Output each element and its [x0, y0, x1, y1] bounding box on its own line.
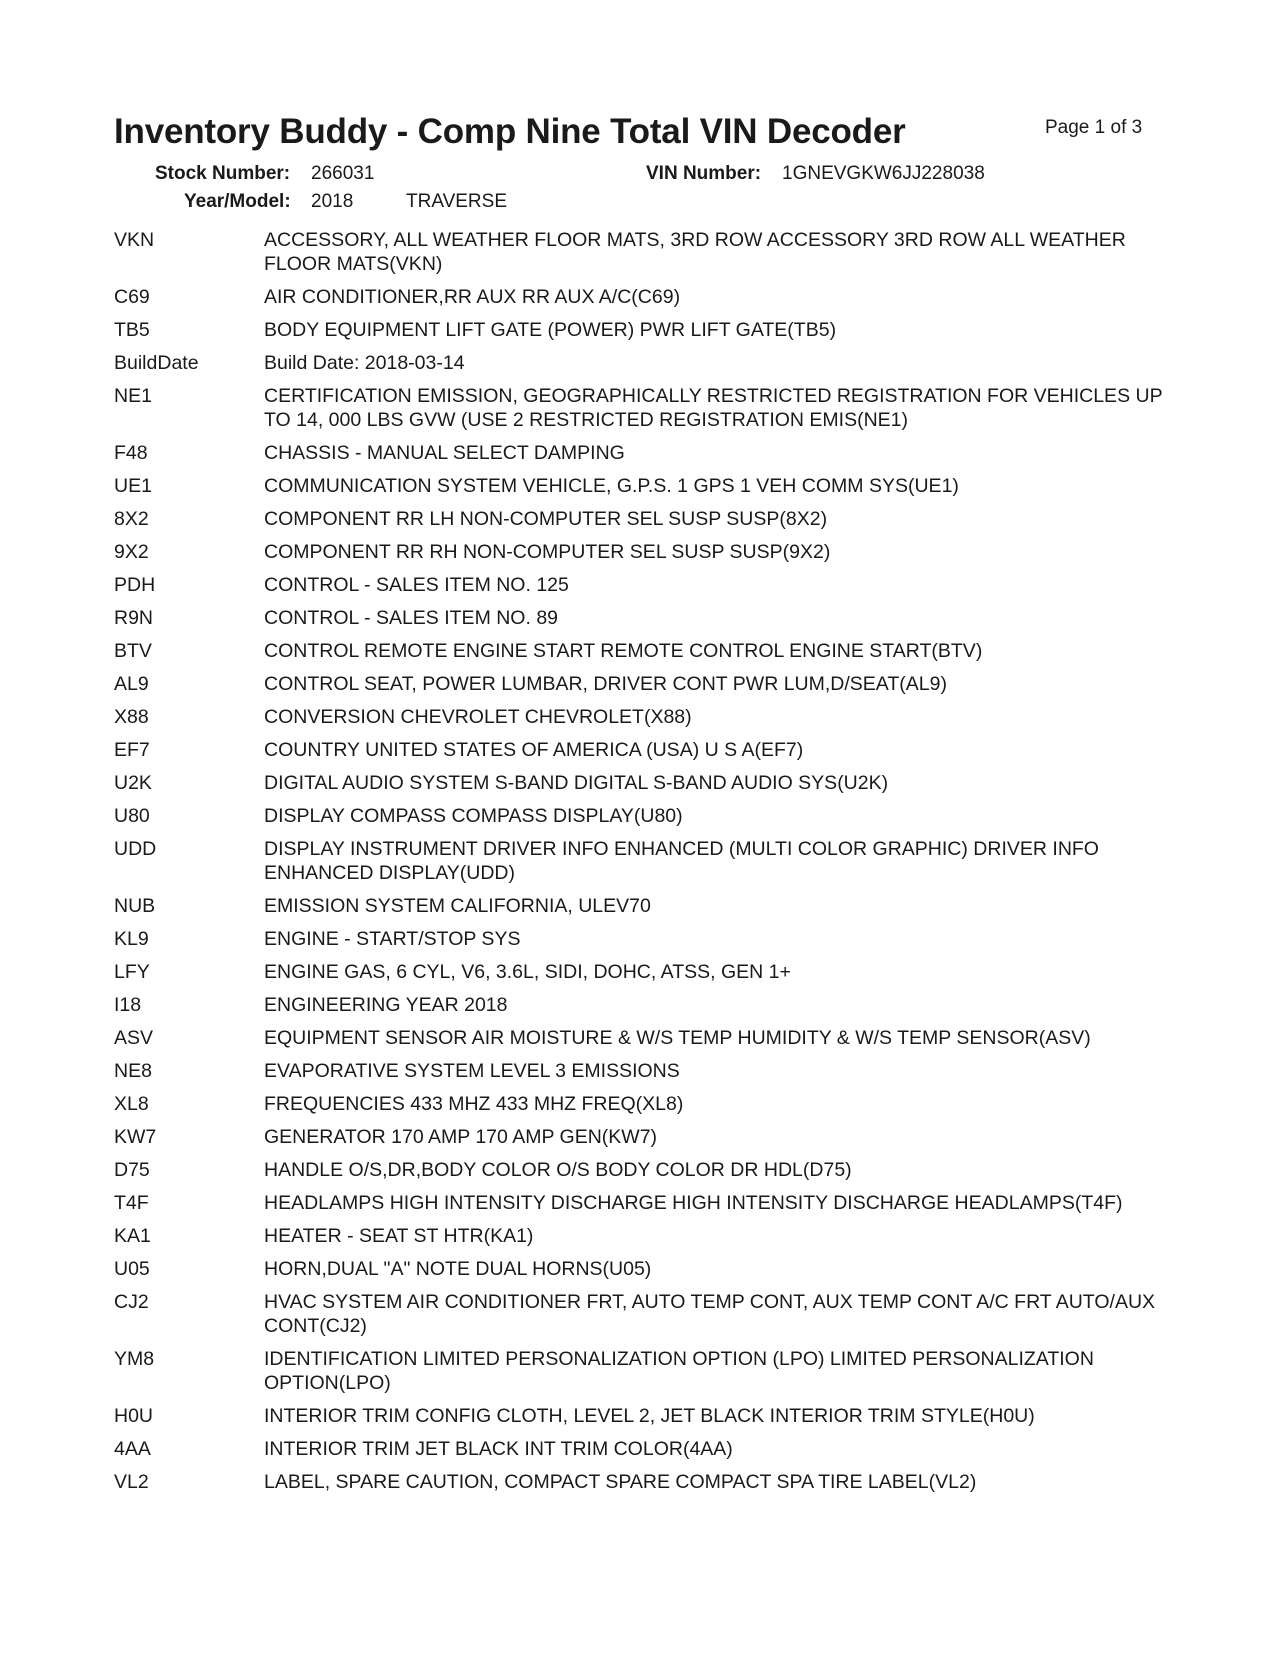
- vin-value: 1GNEVGKW6JJ228038: [782, 163, 985, 184]
- stock-number-label: Stock Number:: [155, 163, 291, 184]
- option-row: [114, 993, 1174, 1017]
- option-code: ASV: [114, 1027, 154, 1049]
- option-row: [114, 1059, 1174, 1083]
- option-description: CONTROL - SALES ITEM NO. 125: [264, 574, 569, 596]
- option-row: [114, 738, 1174, 762]
- option-row: [114, 540, 1174, 564]
- option-code: PDH: [114, 574, 156, 596]
- option-description: HANDLE O/S,DR,BODY COLOR O/S BODY COLOR DR HDL(D75): [264, 1159, 852, 1181]
- option-row: [114, 804, 1174, 828]
- option-description: EVAPORATIVE SYSTEM LEVEL 3 EMISSIONS: [264, 1060, 680, 1082]
- option-code: AL9: [114, 673, 149, 695]
- option-description: HVAC SYSTEM AIR CONDITIONER FRT, AUTO TEMP CONT, AUX TEMP CONT A/C FRT AUTO/AUX CONT(CJ2): [264, 1291, 1156, 1337]
- option-code: NUB: [114, 895, 156, 917]
- stock-number-value: 266031: [311, 163, 375, 184]
- option-row: [114, 351, 1174, 375]
- option-description: COMMUNICATION SYSTEM VEHICLE, G.P.S. 1 GPS 1 VEH COMM SYS(UE1): [264, 475, 959, 497]
- option-row: [114, 1290, 1174, 1338]
- option-row: [114, 672, 1174, 696]
- option-description: ENGINEERING YEAR 2018: [264, 994, 508, 1016]
- option-row: [114, 894, 1174, 918]
- option-row: [114, 837, 1174, 885]
- option-code: D75: [114, 1159, 150, 1181]
- option-code: R9N: [114, 607, 154, 629]
- option-description: BODY EQUIPMENT LIFT GATE (POWER) PWR LIFT GATE(TB5): [264, 319, 837, 341]
- option-code: NE8: [114, 1060, 152, 1082]
- option-code: UDD: [114, 838, 157, 860]
- option-row: [114, 1224, 1174, 1248]
- option-description: IDENTIFICATION LIMITED PERSONALIZATION OPTION (LPO) LIMITED PERSONALIZATION OPTION(LPO): [264, 1348, 1094, 1394]
- option-row: [114, 474, 1174, 498]
- option-row: [114, 1026, 1174, 1050]
- option-row: [114, 441, 1174, 465]
- option-row: [114, 1437, 1174, 1461]
- year-model-label: Year/Model:: [184, 191, 291, 212]
- option-code: I18: [114, 994, 142, 1016]
- year-value: 2018: [311, 191, 354, 212]
- option-row: [114, 507, 1174, 531]
- option-description: EQUIPMENT SENSOR AIR MOISTURE & W/S TEMP HUMIDITY & W/S TEMP SENSOR(ASV): [264, 1027, 1091, 1049]
- option-row: [114, 1092, 1174, 1116]
- option-row: [114, 639, 1174, 663]
- option-row: [114, 384, 1174, 432]
- option-description: DIGITAL AUDIO SYSTEM S-BAND DIGITAL S-BAND AUDIO SYS(U2K): [264, 772, 889, 794]
- option-row: [114, 228, 1174, 276]
- option-description: ACCESSORY, ALL WEATHER FLOOR MATS, 3RD ROW ACCESSORY 3RD ROW ALL WEATHER FLOOR MATS(VKN): [264, 229, 1126, 275]
- option-code: VL2: [114, 1471, 149, 1493]
- option-code: U05: [114, 1258, 150, 1280]
- option-description: HEATER - SEAT ST HTR(KA1): [264, 1225, 534, 1247]
- option-code: NE1: [114, 385, 152, 407]
- option-code: F48: [114, 442, 148, 464]
- option-code: U80: [114, 805, 150, 827]
- option-row: [114, 927, 1174, 951]
- option-row: [114, 1257, 1174, 1281]
- option-description: INTERIOR TRIM CONFIG CLOTH, LEVEL 2, JET BLACK INTERIOR TRIM STYLE(H0U): [264, 1405, 1035, 1427]
- option-code: 9X2: [114, 541, 149, 563]
- option-code: KL9: [114, 928, 149, 950]
- option-code: UE1: [114, 475, 152, 497]
- page-number: Page 1 of 3: [1045, 117, 1143, 138]
- option-description: DISPLAY INSTRUMENT DRIVER INFO ENHANCED (MULTI COLOR GRAPHIC) DRIVER INFO ENHANCED DISPLAY(UDD): [264, 838, 1099, 884]
- vin-label: VIN Number:: [646, 163, 762, 184]
- option-description: DISPLAY COMPASS COMPASS DISPLAY(U80): [264, 805, 683, 827]
- option-code: LFY: [114, 961, 150, 983]
- option-code: YM8: [114, 1348, 155, 1370]
- option-code: 8X2: [114, 508, 149, 530]
- option-row: [114, 1404, 1174, 1428]
- option-row: [114, 960, 1174, 984]
- option-description: CHASSIS - MANUAL SELECT DAMPING: [264, 442, 625, 464]
- option-description: CONVERSION CHEVROLET CHEVROLET(X88): [264, 706, 692, 728]
- option-row: [114, 1125, 1174, 1149]
- option-description: CONTROL SEAT, POWER LUMBAR, DRIVER CONT PWR LUM,D/SEAT(AL9): [264, 673, 947, 695]
- option-description: CONTROL REMOTE ENGINE START REMOTE CONTROL ENGINE START(BTV): [264, 640, 983, 662]
- option-code: BuildDate: [114, 352, 199, 374]
- option-description: ENGINE GAS, 6 CYL, V6, 3.6L, SIDI, DOHC, ATSS, GEN 1+: [264, 961, 791, 983]
- option-description: EMISSION SYSTEM CALIFORNIA, ULEV70: [264, 895, 651, 917]
- option-code: KA1: [114, 1225, 151, 1247]
- option-code: 4AA: [114, 1438, 151, 1460]
- option-description: GENERATOR 170 AMP 170 AMP GEN(KW7): [264, 1126, 658, 1148]
- option-code: X88: [114, 706, 149, 728]
- option-code: XL8: [114, 1093, 149, 1115]
- option-description: COMPONENT RR RH NON-COMPUTER SEL SUSP SUSP(9X2): [264, 541, 831, 563]
- option-row: [114, 1470, 1174, 1494]
- option-code: U2K: [114, 772, 152, 794]
- option-row: [114, 1158, 1174, 1182]
- option-row: [114, 1191, 1174, 1215]
- option-list: [114, 228, 1174, 1503]
- model-value: TRAVERSE: [406, 191, 508, 212]
- option-description: FREQUENCIES 433 MHZ 433 MHZ FREQ(XL8): [264, 1093, 684, 1115]
- option-description: INTERIOR TRIM JET BLACK INT TRIM COLOR(4AA): [264, 1438, 733, 1460]
- option-code: EF7: [114, 739, 150, 761]
- page-title: Inventory Buddy - Comp Nine Total VIN Decoder: [114, 112, 906, 151]
- option-description: HORN,DUAL "A" NOTE DUAL HORNS(U05): [264, 1258, 652, 1280]
- option-code: BTV: [114, 640, 152, 662]
- option-description: COUNTRY UNITED STATES OF AMERICA (USA) U S A(EF7): [264, 739, 804, 761]
- option-description: CERTIFICATION EMISSION, GEOGRAPHICALLY RESTRICTED REGISTRATION FOR VEHICLES UP TO 14, 000 LBS GVW (USE 2 RESTRICTED REGISTRATION EMIS(NE1): [264, 385, 1163, 431]
- option-description: CONTROL - SALES ITEM NO. 89: [264, 607, 559, 629]
- option-code: KW7: [114, 1126, 157, 1148]
- option-code: C69: [114, 286, 150, 308]
- option-description: ENGINE - START/STOP SYS: [264, 928, 521, 950]
- option-row: [114, 705, 1174, 729]
- option-description: HEADLAMPS HIGH INTENSITY DISCHARGE HIGH INTENSITY DISCHARGE HEADLAMPS(T4F): [264, 1192, 1123, 1214]
- option-code: CJ2: [114, 1291, 149, 1313]
- option-code: T4F: [114, 1192, 149, 1214]
- option-row: [114, 771, 1174, 795]
- option-code: TB5: [114, 319, 150, 341]
- option-description: COMPONENT RR LH NON-COMPUTER SEL SUSP SUSP(8X2): [264, 508, 828, 530]
- option-description: Build Date: 2018-03-14: [264, 352, 465, 374]
- option-row: [114, 573, 1174, 597]
- option-code: VKN: [114, 229, 155, 251]
- option-code: H0U: [114, 1405, 154, 1427]
- option-row: [114, 606, 1174, 630]
- option-description: LABEL, SPARE CAUTION, COMPACT SPARE COMPACT SPA TIRE LABEL(VL2): [264, 1471, 977, 1493]
- option-row: [114, 318, 1174, 342]
- option-row: [114, 285, 1174, 309]
- option-row: [114, 1347, 1174, 1395]
- option-description: AIR CONDITIONER,RR AUX RR AUX A/C(C69): [264, 286, 681, 308]
